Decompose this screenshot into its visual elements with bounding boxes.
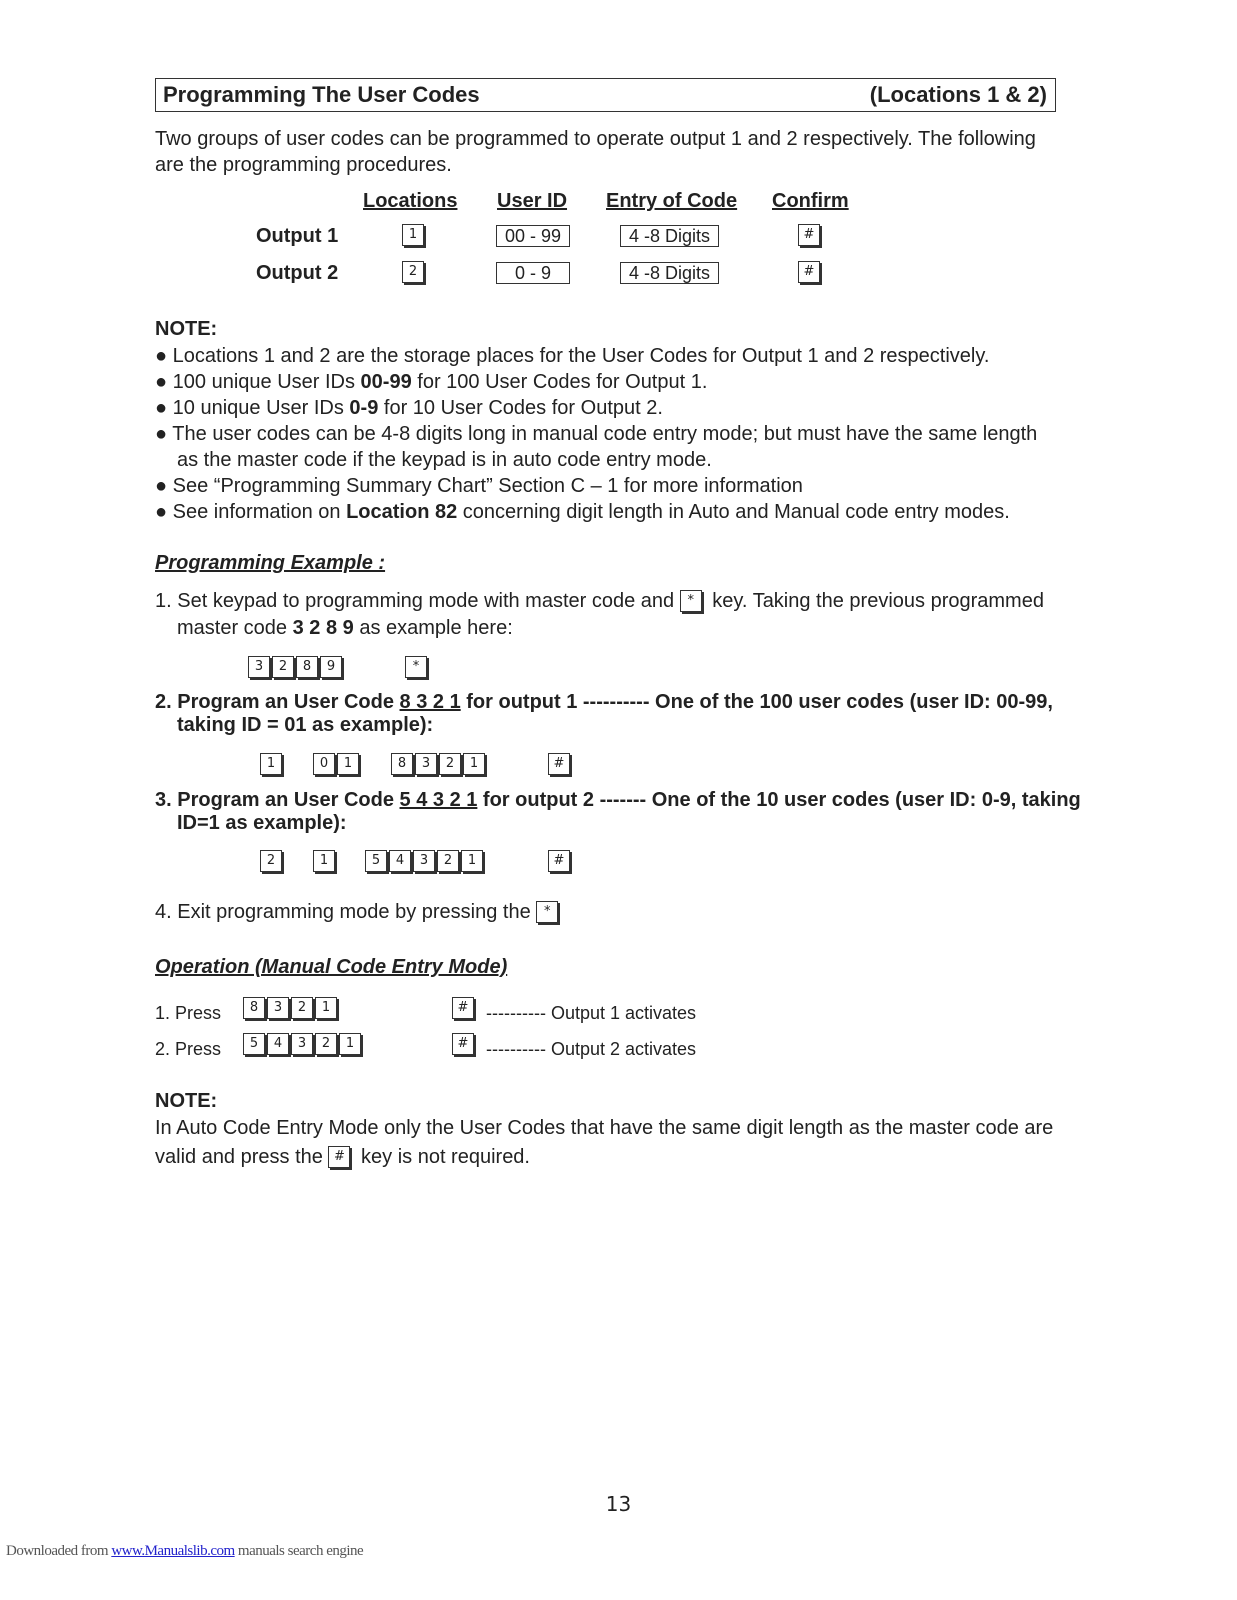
- bullet-text: for 100 User Codes for Output 1.: [411, 371, 708, 393]
- key: 8: [296, 656, 318, 678]
- programming-example-heading: Programming Example :: [155, 552, 386, 574]
- bullet-text: The user codes can be 4-8 digits long in manual code entry mode; but must have the same length: [172, 423, 1038, 445]
- step-text: 3. Program an User Code: [155, 789, 400, 811]
- key: 1: [313, 850, 335, 872]
- hash-key: #: [548, 850, 570, 872]
- note-bullet-2: [155, 369, 707, 395]
- hash-key: #: [328, 1146, 350, 1168]
- key: 3: [248, 656, 270, 678]
- step-3-location-key: [260, 850, 287, 872]
- key: 2: [291, 997, 313, 1019]
- key: 5: [365, 850, 387, 872]
- step-3-code-keys: [365, 850, 488, 872]
- intro-line-2: are the programming procedures.: [155, 154, 452, 176]
- master-code: 3 2 8 9: [292, 617, 354, 639]
- key: 5: [243, 1033, 265, 1055]
- step-3-id-key: [313, 850, 340, 872]
- step-2-location-key: [260, 753, 287, 775]
- note-bullet-5: [155, 473, 803, 499]
- header-user-id: User ID: [497, 190, 568, 212]
- note-bullet-1: [155, 343, 989, 369]
- key: 1: [463, 753, 485, 775]
- step-1-star: [405, 656, 432, 678]
- note-bullet-3: [155, 395, 663, 421]
- note-2-heading: NOTE:: [155, 1090, 218, 1112]
- row-output-1-confirm: [798, 224, 825, 246]
- bullet-dot: ●: [155, 475, 168, 497]
- row-output-2-label: Output 2: [256, 262, 339, 284]
- row-output-2-confirm: [798, 261, 825, 283]
- intro-line-1: Two groups of user codes can be programmed to operate output 1 and 2 respectively. The following: [155, 128, 1036, 150]
- key: 4: [389, 850, 411, 872]
- bullet-dot: ●: [155, 397, 168, 419]
- bullet-text: Locations 1 and 2 are the storage places for the User Codes for Output 1 and 2 respectively.: [172, 345, 990, 367]
- step-text: for output 1 ---------- One of the 100 user codes (user ID: 00-99,: [460, 691, 1053, 713]
- step-2-confirm: [548, 753, 575, 775]
- step-text: key. Taking the previous programmed: [712, 590, 1044, 612]
- header-confirm: Confirm: [772, 190, 849, 212]
- bullet-dot: ●: [155, 423, 168, 445]
- section-title-box: [155, 78, 1056, 112]
- row-output-1-user-id: 00 - 99: [496, 225, 570, 247]
- row-output-1-label: Output 1: [256, 225, 339, 247]
- note-bullet-4: [155, 421, 1037, 447]
- key: 3: [415, 753, 437, 775]
- key: 1: [315, 997, 337, 1019]
- operation-row-2-label: 2. Press: [155, 1039, 222, 1059]
- row-output-2-location: [402, 261, 429, 283]
- star-key: *: [536, 901, 558, 923]
- hash-key: #: [798, 261, 820, 283]
- bullet-dot: ●: [155, 345, 168, 367]
- section-locations: (Locations 1 & 2): [869, 82, 1047, 107]
- key: 4: [267, 1033, 289, 1055]
- star-key: *: [405, 656, 427, 678]
- bullet-text: 100 unique User IDs: [172, 371, 361, 393]
- row-output-1-entry: 4 -8 Digits: [620, 225, 719, 247]
- step-text: master code: [177, 617, 293, 639]
- operation-row-1-result: ---------- Output 1 activates: [486, 1003, 697, 1023]
- page-number: 13: [605, 1492, 632, 1516]
- step-4: [155, 899, 563, 925]
- key: 2: [315, 1033, 337, 1055]
- key: 8: [243, 997, 265, 1019]
- operation-heading: Operation (Manual Code Entry Mode): [155, 956, 508, 978]
- user-code: 8 3 2 1: [399, 691, 461, 713]
- manualslib-link[interactable]: www.Manualslib.com: [111, 1543, 235, 1559]
- bullet-text: for 10 User Codes for Output 2.: [378, 397, 663, 419]
- step-1-line-2: [177, 615, 513, 641]
- key: 1: [337, 753, 359, 775]
- key: 8: [391, 753, 413, 775]
- key: 1: [461, 850, 483, 872]
- step-text: 2. Program an User Code: [155, 691, 400, 713]
- operation-row-1-confirm: [452, 997, 479, 1019]
- step-3-confirm: [548, 850, 575, 872]
- key: 2: [402, 261, 424, 283]
- header-entry-of-code: Entry of Code: [606, 190, 738, 212]
- hash-key: #: [798, 224, 820, 246]
- footer-text: manuals search engine: [234, 1543, 364, 1559]
- operation-row-2-confirm: [452, 1033, 479, 1055]
- row-output-2-user-id: 0 - 9: [496, 262, 570, 284]
- footer-text: Downloaded from: [6, 1543, 112, 1559]
- header-locations: Locations: [363, 190, 458, 212]
- section-title: Programming The User Codes: [163, 82, 480, 107]
- bullet-text: See “Programming Summary Chart” Section C – 1 for more information: [172, 475, 803, 497]
- footer: [6, 1543, 363, 1560]
- user-code: 5 4 3 2 1: [399, 789, 478, 811]
- step-2-code-keys: [391, 753, 490, 775]
- step-1-master-keys: [248, 656, 347, 678]
- key: 2: [272, 656, 294, 678]
- bullet-dot: ●: [155, 371, 168, 393]
- step-text: 4. Exit programming mode by pressing the: [155, 901, 531, 923]
- bullet-bold: Location 82: [346, 501, 458, 523]
- bullet-bold: 0-9: [349, 397, 379, 419]
- operation-row-2-result: ---------- Output 2 activates: [486, 1039, 697, 1059]
- row-output-2-entry: 4 -8 Digits: [620, 262, 719, 284]
- bullet-dot: ●: [155, 501, 168, 523]
- note-text: valid and press the: [155, 1146, 323, 1168]
- key: 2: [260, 850, 282, 872]
- hash-key: #: [452, 997, 474, 1019]
- bullet-text: See information on: [172, 501, 347, 523]
- bullet-bold: 00-99: [360, 371, 412, 393]
- key: 3: [413, 850, 435, 872]
- operation-row-1-keys: [243, 997, 342, 1019]
- row-output-1-location: [402, 224, 429, 246]
- note-text: key is not required.: [361, 1146, 530, 1168]
- note-bullet-4-cont: as the master code if the keypad is in auto code entry mode.: [177, 449, 712, 471]
- operation-row-2-keys: [243, 1033, 366, 1055]
- note-bullet-6: [155, 499, 1010, 525]
- key: 1: [402, 224, 424, 246]
- bullet-text: concerning digit length in Auto and Manual code entry modes.: [457, 501, 1010, 523]
- key: 2: [439, 753, 461, 775]
- key: 1: [339, 1033, 361, 1055]
- note-2-line-1: In Auto Code Entry Mode only the User Codes that have the same digit length as the master code are: [155, 1117, 1054, 1139]
- key: 9: [320, 656, 342, 678]
- step-2-line-2: taking ID = 01 as example):: [177, 714, 434, 736]
- operation-row-1-label: 1. Press: [155, 1003, 222, 1023]
- key: 1: [260, 753, 282, 775]
- key: 2: [437, 850, 459, 872]
- step-1-line-1: [155, 588, 1044, 614]
- step-text: for output 2 ------- One of the 10 user codes (user ID: 0-9, taking: [477, 789, 1081, 811]
- note-heading: NOTE:: [155, 318, 218, 340]
- star-key: *: [680, 590, 702, 612]
- hash-key: #: [452, 1033, 474, 1055]
- key: 3: [267, 997, 289, 1019]
- bullet-text: 10 unique User IDs: [172, 397, 350, 419]
- hash-key: #: [548, 753, 570, 775]
- step-3-line-2: ID=1 as example):: [177, 812, 347, 834]
- note-2-line-2: [155, 1144, 530, 1170]
- step-2-id-keys: [313, 753, 364, 775]
- key: 3: [291, 1033, 313, 1055]
- step-text: as example here:: [353, 617, 513, 639]
- key: 0: [313, 753, 335, 775]
- step-text: 1. Set keypad to programming mode with master code and: [155, 590, 675, 612]
